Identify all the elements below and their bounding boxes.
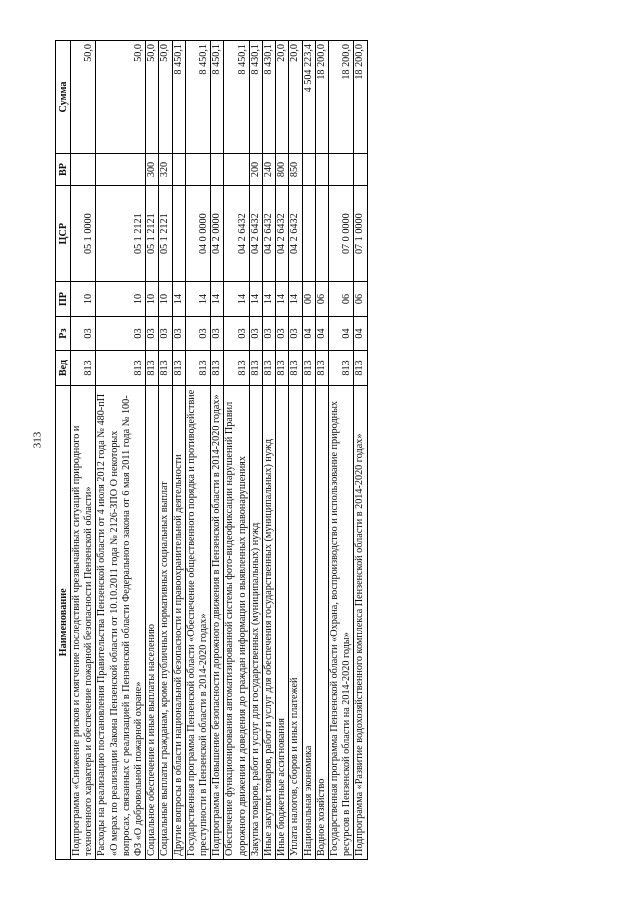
cell-ved: 813 [224, 351, 249, 385]
cell-rz: 03 [185, 316, 210, 350]
cell-vr: 200 [249, 153, 262, 185]
cell-sum: 4 504 223,4 [302, 41, 315, 154]
cell-sum: 50,0 [71, 41, 96, 154]
cell-pr: 10 [159, 282, 172, 316]
cell-name: Обеспечение функционирования автоматизированной системы фото-видеофиксации нарушений Правил дорожного движения и доведения до граждан информации о выявленных правонарушениях [224, 385, 249, 859]
cell-sum: 8 430,1 [263, 41, 276, 154]
cell-pr: 00 [302, 282, 315, 316]
cell-sum: 50,0 [146, 41, 159, 154]
cell-csr: 05 1 2121 [146, 186, 159, 282]
cell-name: Расходы на реализацию постановления Правительства Пензенской области от 4 июля 2012 года № 480-пП «О мерах по реализации Закона Пензенской области от 10.10.2011 года № 2126-ЗПО О некоторых вопросах, связанных с реализацией в Пензенской области Федерального закона от 6 мая 2011 года № 100-ФЗ «О добровольной пожарной охране» [96, 385, 146, 859]
cell-vr [172, 153, 185, 185]
table-row [224, 41, 249, 860]
cell-rz: 03 [172, 316, 185, 350]
cell-pr: 10 [96, 282, 146, 316]
cell-vr: 320 [159, 153, 172, 185]
cell-name: Подпрограмма «Развитие водохозяйственного комплекса Пензенской области в 2014-2020 годах» [354, 385, 367, 859]
table-row [302, 41, 315, 860]
cell-rz: 03 [146, 316, 159, 350]
cell-rz: 03 [224, 316, 249, 350]
cell-vr [315, 153, 328, 185]
cell-csr [172, 186, 185, 282]
cell-name: Государственная программа Пензенской области «Обеспечение общественного порядка и противодействие преступности в Пензенской области в 2014-2020 годах» [185, 385, 210, 859]
cell-vr [224, 153, 249, 185]
cell-rz: 03 [71, 316, 96, 350]
cell-rz: 04 [354, 316, 367, 350]
cell-ved: 813 [71, 351, 96, 385]
cell-name: Подпрограмма «Снижение рисков и смягчение последствий чрезвычайных ситуаций природного и техногенного характера и обеспечение пожарной безопасности Пензенской области» [71, 385, 96, 859]
cell-name: Уплата налогов, сборов и иных платежей [289, 385, 302, 859]
cell-pr: 14 [263, 282, 276, 316]
cell-ved: 813 [276, 351, 289, 385]
cell-pr: 06 [329, 282, 354, 316]
cell-csr: 04 2 6432 [276, 186, 289, 282]
cell-ved: 813 [172, 351, 185, 385]
header-ved: Вед [56, 351, 71, 385]
cell-pr: 14 [276, 282, 289, 316]
cell-vr: 800 [276, 153, 289, 185]
cell-vr [71, 153, 96, 185]
cell-sum: 18 200,0 [329, 41, 354, 154]
cell-ved: 813 [96, 351, 146, 385]
cell-csr [302, 186, 315, 282]
cell-pr: 06 [315, 282, 328, 316]
cell-ved: 813 [249, 351, 262, 385]
cell-pr: 14 [224, 282, 249, 316]
cell-csr: 04 2 0000 [211, 186, 224, 282]
cell-rz: 03 [289, 316, 302, 350]
table-row [263, 41, 276, 860]
cell-ved: 813 [329, 351, 354, 385]
cell-sum: 8 450,1 [185, 41, 210, 154]
budget-table [55, 40, 368, 860]
cell-csr: 07 0 0000 [329, 186, 354, 282]
table-row [172, 41, 185, 860]
cell-vr [185, 153, 210, 185]
cell-csr: 04 2 6432 [249, 186, 262, 282]
header-name: Наименование [56, 385, 71, 859]
cell-rz: 03 [96, 316, 146, 350]
header-vr: ВР [56, 153, 71, 185]
cell-vr: 850 [289, 153, 302, 185]
cell-name: Иные бюджетные ассигнования [276, 385, 289, 859]
cell-vr [211, 153, 224, 185]
cell-sum: 18 200,0 [315, 41, 328, 154]
cell-ved: 813 [302, 351, 315, 385]
cell-rz: 04 [329, 316, 354, 350]
cell-sum: 8 450,1 [224, 41, 249, 154]
cell-csr: 05 1 2121 [159, 186, 172, 282]
cell-pr: 10 [71, 282, 96, 316]
cell-ved: 813 [211, 351, 224, 385]
cell-vr [354, 153, 367, 185]
cell-sum: 8 430,1 [249, 41, 262, 154]
cell-sum: 20,0 [276, 41, 289, 154]
page-number: 313 [31, 431, 44, 449]
table-row [315, 41, 328, 860]
table-row [329, 41, 354, 860]
table-header-row [56, 41, 71, 860]
table-row [211, 41, 224, 860]
cell-csr: 04 2 6432 [263, 186, 276, 282]
cell-name: Иные закупки товаров, работ и услуг для обеспечения государственных (муниципальных) нужд [263, 385, 276, 859]
cell-pr: 14 [249, 282, 262, 316]
cell-name: Другие вопросы в области национальной безопасности и правоохранительной деятельности [172, 385, 185, 859]
table-row [185, 41, 210, 860]
header-pr: ПР [56, 282, 71, 316]
cell-ved: 813 [185, 351, 210, 385]
cell-csr: 07 1 0000 [354, 186, 367, 282]
cell-name: Социальное обеспечение и иные выплаты населению [146, 385, 159, 859]
cell-rz: 03 [263, 316, 276, 350]
cell-rz: 04 [315, 316, 328, 350]
cell-name: Социальные выплаты гражданам, кроме публичных нормативных социальных выплат [159, 385, 172, 859]
header-rz: Рз [56, 316, 71, 350]
cell-rz: 03 [159, 316, 172, 350]
cell-csr: 05 1 2121 [96, 186, 146, 282]
cell-csr: 04 2 6432 [289, 186, 302, 282]
cell-pr: 10 [146, 282, 159, 316]
cell-vr: 240 [263, 153, 276, 185]
cell-sum: 8 450,1 [172, 41, 185, 154]
cell-csr [315, 186, 328, 282]
cell-pr: 14 [172, 282, 185, 316]
table-row [159, 41, 172, 860]
cell-name: Государственная программа Пензенской области «Охрана, воспроизводство и использование природных ресурсов в Пензенской области на 2014-2020 годы» [329, 385, 354, 859]
cell-ved: 813 [263, 351, 276, 385]
budget-table-container [55, 40, 520, 860]
cell-pr: 14 [185, 282, 210, 316]
cell-sum: 8 450,1 [211, 41, 224, 154]
cell-vr: 300 [146, 153, 159, 185]
cell-pr: 06 [354, 282, 367, 316]
table-row [276, 41, 289, 860]
cell-csr: 04 2 6432 [224, 186, 249, 282]
cell-ved: 813 [159, 351, 172, 385]
cell-rz: 04 [302, 316, 315, 350]
table-body [71, 41, 368, 860]
cell-csr: 05 1 0000 [71, 186, 96, 282]
cell-pr: 14 [289, 282, 302, 316]
cell-ved: 813 [315, 351, 328, 385]
cell-vr [329, 153, 354, 185]
cell-sum: 50,0 [96, 41, 146, 154]
table-row [71, 41, 96, 860]
table-row [96, 41, 146, 860]
cell-rz: 03 [249, 316, 262, 350]
cell-rz: 03 [276, 316, 289, 350]
table-row [289, 41, 302, 860]
header-csr: ЦСР [56, 186, 71, 282]
cell-vr [96, 153, 146, 185]
table-row [146, 41, 159, 860]
table-row [249, 41, 262, 860]
cell-sum: 50,0 [159, 41, 172, 154]
cell-name: Водное хозяйство [315, 385, 328, 859]
cell-sum: 20,0 [289, 41, 302, 154]
cell-ved: 813 [354, 351, 367, 385]
cell-ved: 813 [289, 351, 302, 385]
cell-ved: 813 [146, 351, 159, 385]
cell-rz: 03 [211, 316, 224, 350]
cell-name: Национальная экономика [302, 385, 315, 859]
cell-vr [302, 153, 315, 185]
cell-csr: 04 0 0000 [185, 186, 210, 282]
cell-sum: 18 200,0 [354, 41, 367, 154]
cell-name: Подпрограмма «Повышение безопасности дорожного движения в Пензенской области в 2014-2020 годах» [211, 385, 224, 859]
header-sum: Сумма [56, 41, 71, 154]
cell-name: Закупка товаров, работ и услуг для государственных (муниципальных) нужд [249, 385, 262, 859]
table-row [354, 41, 367, 860]
cell-pr: 14 [211, 282, 224, 316]
